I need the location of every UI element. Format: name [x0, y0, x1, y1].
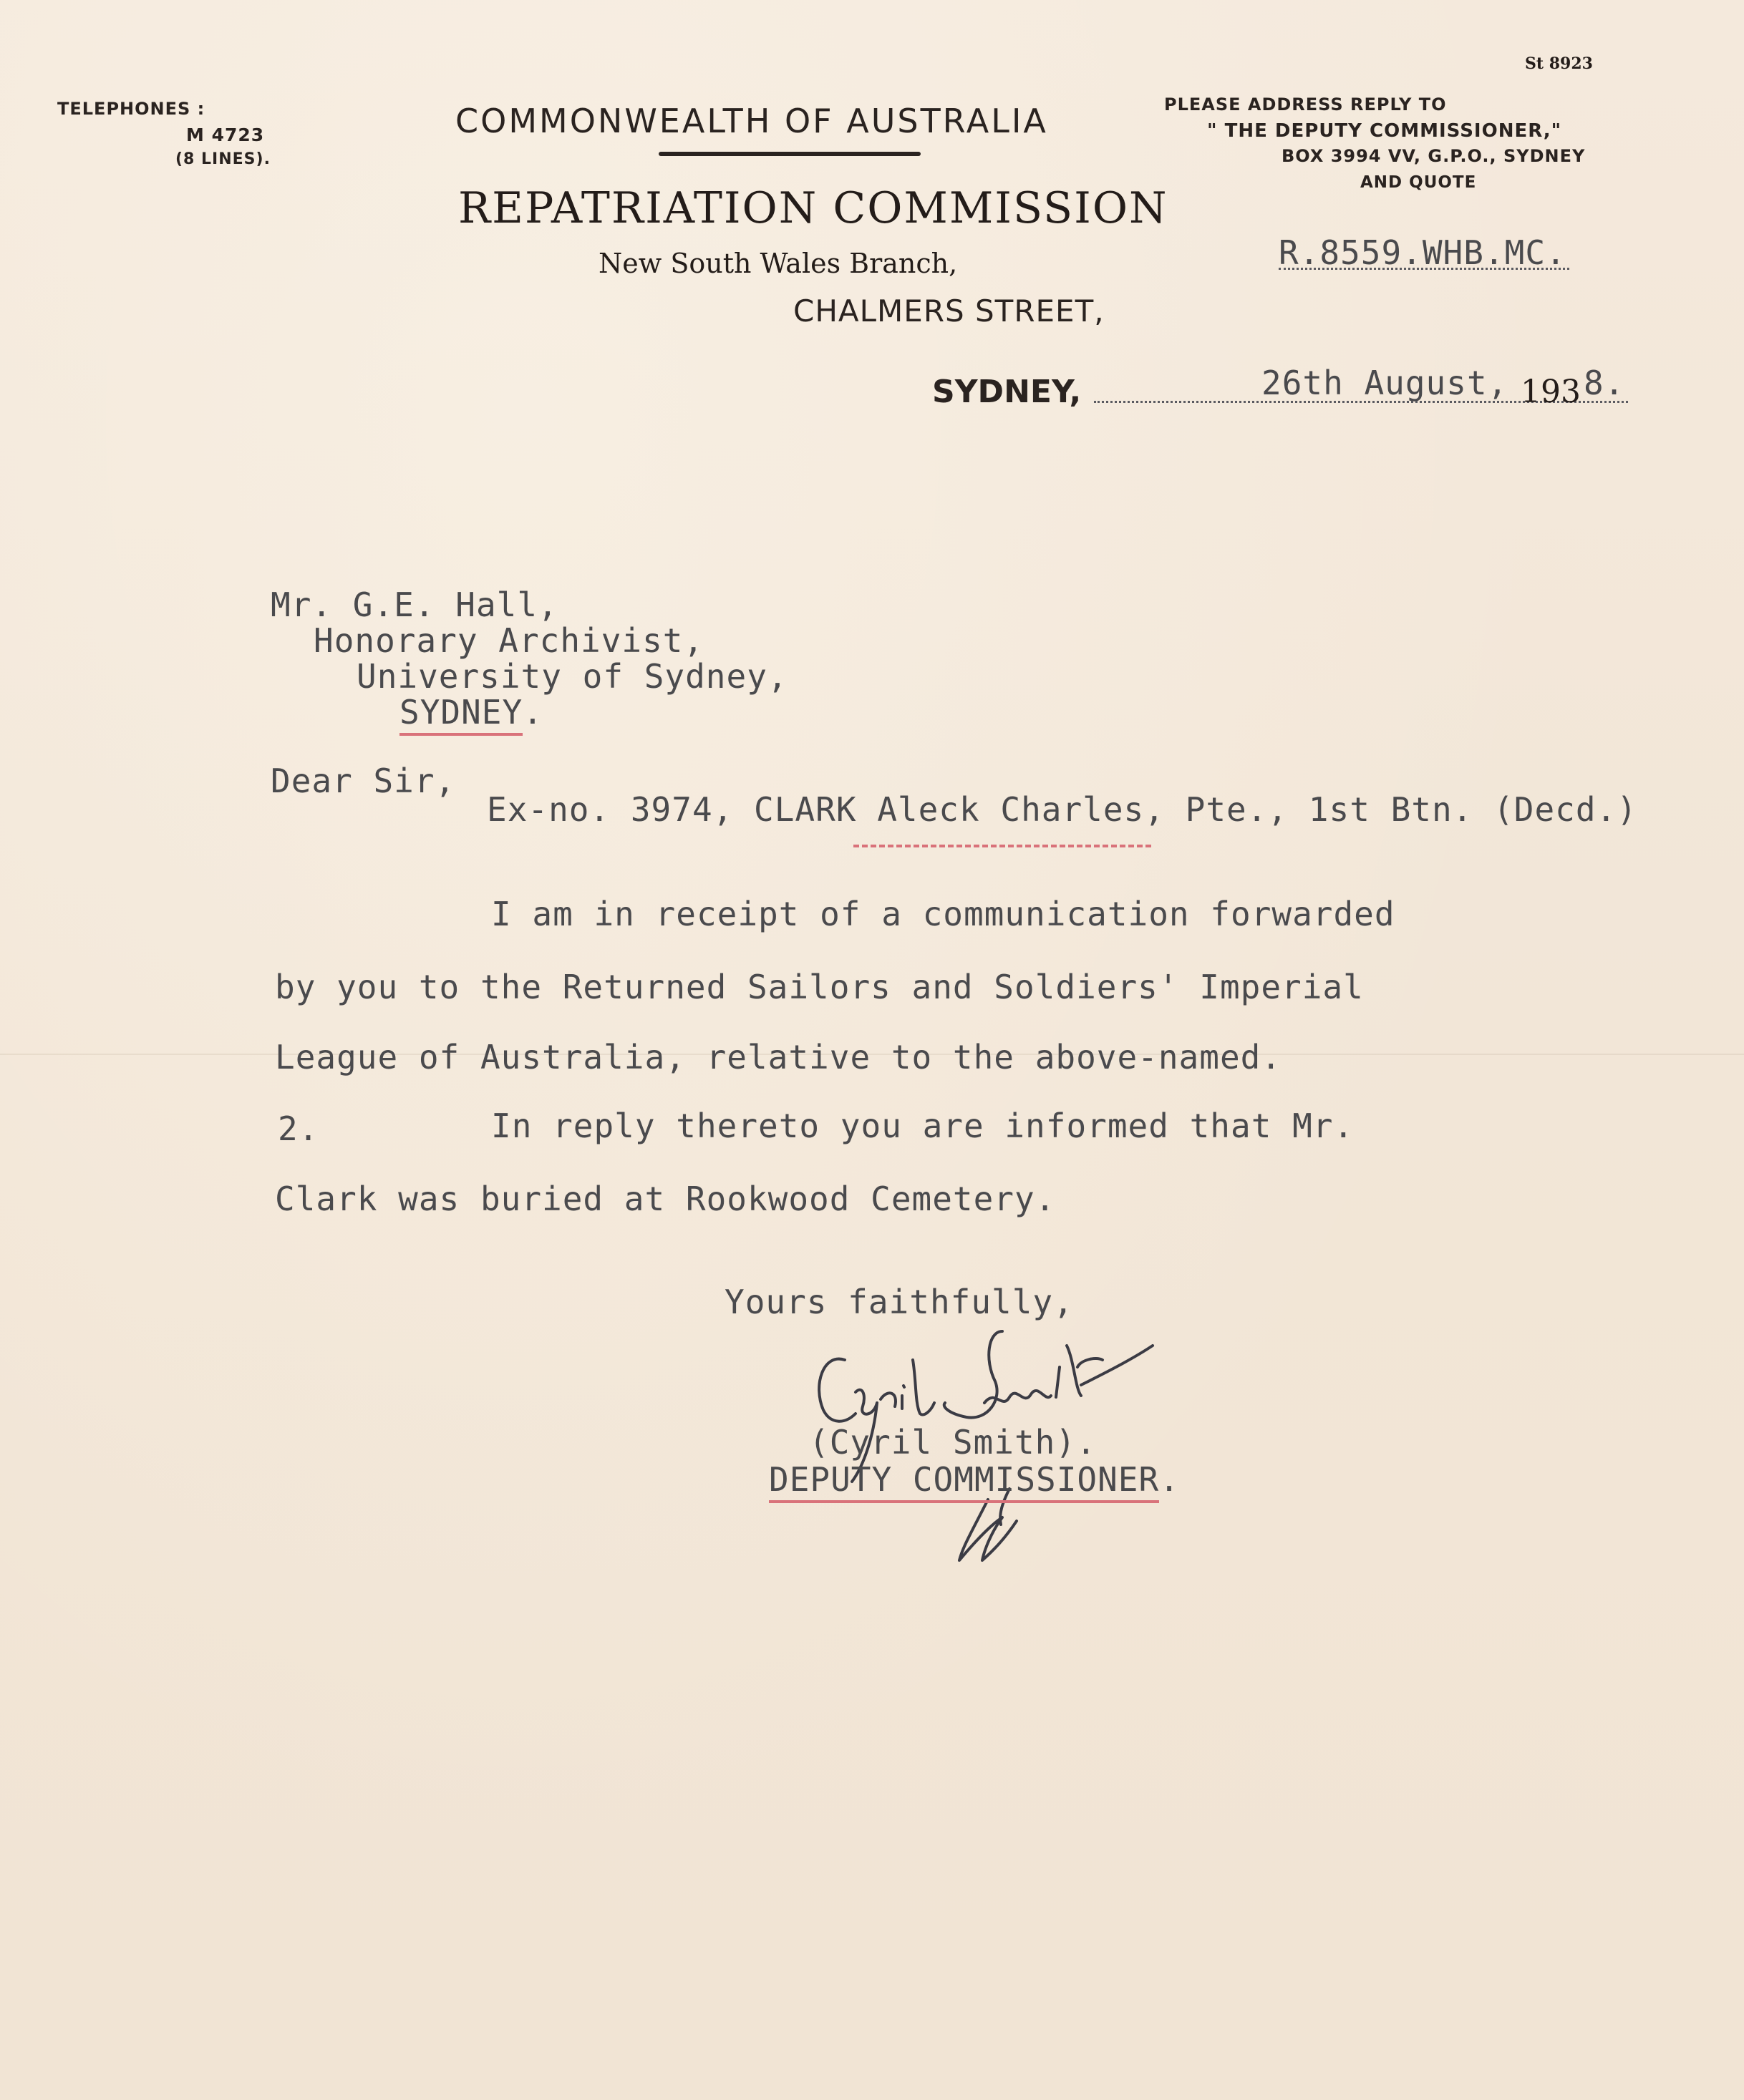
reference-dotted-line: [1279, 268, 1569, 270]
form-number: St 8923: [1525, 54, 1593, 73]
recipient-city: SYDNEY: [399, 693, 523, 736]
subject-rank-unit: Pte., 1st Btn. (Decd.): [1185, 790, 1637, 829]
paragraph-number: 2.: [278, 1109, 319, 1148]
street-address: CHALMERS STREET,: [793, 293, 1105, 329]
date-year-typed: 8.: [1584, 364, 1625, 402]
recipient-line-2: Honorary Archivist,: [314, 621, 704, 660]
reply-instruction-3: BOX 3994 VV, G.P.O., SYDNEY: [1282, 146, 1586, 166]
government-heading: COMMONWEALTH OF AUSTRALIA: [455, 102, 1048, 140]
reply-instruction-2: " THE DEPUTY COMMISSIONER,": [1207, 120, 1562, 142]
reference-number: R.8559.WHB.MC.: [1279, 233, 1566, 272]
letterhead-rule: [659, 152, 921, 156]
date-year-printed: 193: [1521, 374, 1581, 410]
subject-name: CLARK Aleck Charles,: [754, 790, 1165, 829]
body-line-5: Clark was buried at Rookwood Cemetery.: [275, 1180, 1056, 1218]
subject-line: [487, 790, 1637, 829]
reply-instruction-1: PLEASE ADDRESS REPLY TO: [1164, 94, 1447, 115]
typed-signatory-name: (Cyril Smith).: [809, 1423, 1097, 1462]
reply-instruction-4: AND QUOTE: [1360, 173, 1477, 192]
body-line-4: In reply thereto you are informed that Mr.: [491, 1107, 1355, 1145]
telephone-lines: (8 LINES).: [175, 150, 271, 168]
body-line-1: I am in receipt of a communication forwarded: [491, 895, 1395, 933]
recipient-line-1: Mr. G.E. Hall,: [271, 585, 558, 624]
body-line-3: League of Australia, relative to the above-named.: [275, 1038, 1282, 1076]
subject-name-underline: [853, 845, 1151, 847]
telephone-number: M 4723: [186, 125, 265, 145]
signatory-title-line: [769, 1460, 1180, 1499]
signatory-title: DEPUTY COMMISSIONER: [769, 1460, 1159, 1503]
signatory-title-period: .: [1159, 1460, 1180, 1499]
salutation: Dear Sir,: [271, 762, 456, 800]
subject-service-number: Ex-no. 3974,: [487, 790, 734, 829]
recipient-city-period: .: [523, 693, 543, 731]
city-label: SYDNEY,: [932, 374, 1082, 410]
body-line-2: by you to the Returned Sailors and Soldiers' Imperial: [275, 968, 1364, 1006]
telephones-label: TELEPHONES :: [57, 99, 205, 119]
branch-name: New South Wales Branch,: [599, 248, 958, 279]
commission-heading: REPATRIATION COMMISSION: [458, 183, 1168, 233]
date-day-month: 26th August,: [1261, 364, 1508, 402]
recipient-line-4: [399, 693, 543, 731]
recipient-line-3: University of Sydney,: [357, 657, 788, 696]
valediction: Yours faithfully,: [725, 1283, 1074, 1321]
